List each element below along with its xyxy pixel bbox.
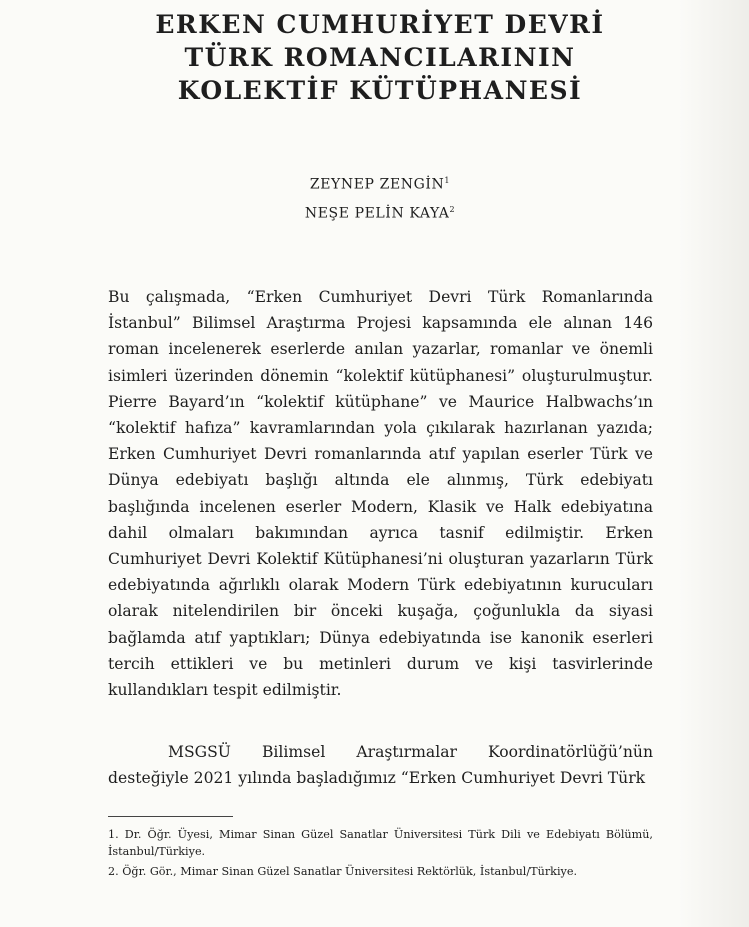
footnote-2-text: Öğr. Gör., Mimar Sinan Güzel Sanatlar Üniversitesi Rektörlük, İstanbul/Türkiye. xyxy=(122,865,578,878)
author-2 xyxy=(100,205,660,222)
footnote-1-number: 1. xyxy=(108,828,119,841)
article-title xyxy=(100,8,660,107)
title-line-1: ERKEN CUMHURİYET DEVRİ xyxy=(155,10,605,39)
abstract-paragraph: Bu çalışmada, “Erken Cumhuriyet Devri Türk Romanlarında İstanbul” Bilimsel Araştırma Projesi kapsamında ele alınan 146 roman incelenerek eserlerde anılan yazarlar, romanlar ve önemli isimleri üzerinden dönemin “kolektif kütüphanesi” oluşturulmuştur. Pierre Bayard’ın “kolektif kütüphane” ve Maurice Halbwachs’ın “kolektif hafıza” kavramlarından yola çıkılarak hazırlanan yazıda; Erken Cumhuriyet Devri romanlarında atıf yapılan eserler Türk ve Dünya edebiyatı başlığı altında ele alınmış, Türk edebiyatı başlığında incelenen eserler Modern, Klasik ve Halk edebiyatına dahil olmaları bakımından ayrıca tasnif edilmiştir. Erken Cumhuriyet Devri Kolektif Kütüphanesi’ni oluşturan yazarların Türk edebiyatında ağırlıklı olarak Modern Türk edebiyatının kurucuları olarak nitelendirilen bir önceki kuşağa, çoğunlukla da siyasi bağlamda atıf yaptıkları; Dünya edebiyatında ise kanonik eserleri tercih ettikleri ve bu metinleri durum ve kişi tasvirlerinde kullandıkları tespit edilmiştir. xyxy=(108,288,653,700)
footnote-1 xyxy=(108,826,653,860)
title-line-3: KOLEKTİF KÜTÜPHANESİ xyxy=(177,76,583,105)
author-2-name: NEŞE PELİN KAYA xyxy=(304,205,450,222)
author-2-footnote-ref: 2 xyxy=(449,205,456,214)
title-line-2: TÜRK ROMANCILARININ xyxy=(184,43,576,72)
footnote-2 xyxy=(108,863,653,880)
author-1-footnote-ref: 1 xyxy=(444,176,451,185)
footnote-1-text: Dr. Öğr. Üyesi, Mimar Sinan Güzel Sanatlar Üniversitesi Türk Dili ve Edebiyatı Bölümü, İstanbul/Türkiye. xyxy=(108,828,653,858)
footnote-2-number: 2. xyxy=(108,865,119,878)
author-1 xyxy=(100,176,660,193)
footnote-divider xyxy=(108,816,233,817)
body-paragraph: MSGSÜ Bilimsel Araştırmalar Koordinatörlüğü’nün desteğiyle 2021 yılında başladığımız “Erken Cumhuriyet Devri Türk xyxy=(108,743,653,788)
page-edge-shadow xyxy=(679,0,749,927)
author-1-name: ZEYNEP ZENGİN xyxy=(309,176,445,193)
